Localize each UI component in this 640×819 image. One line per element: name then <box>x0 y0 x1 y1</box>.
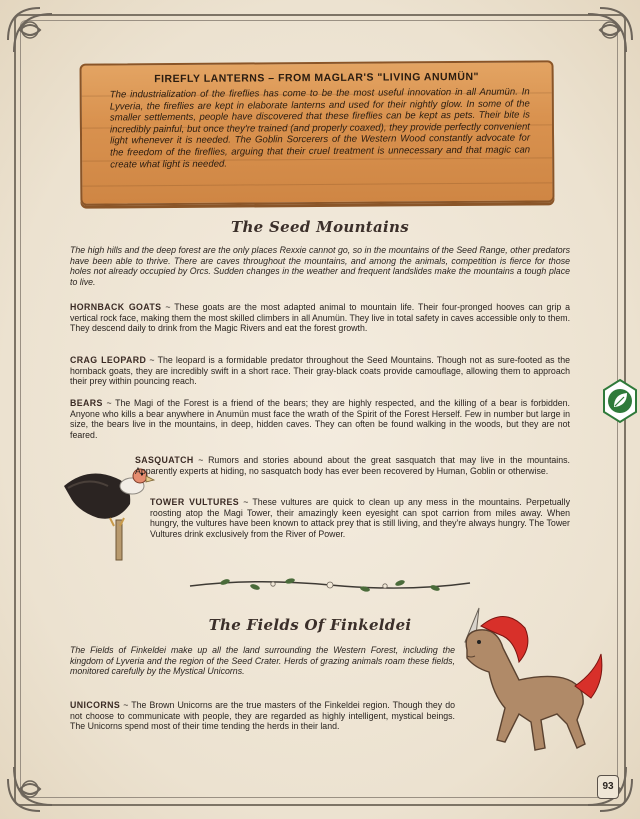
entry-text: ~ The Brown Unicorns are the true masters of the Finkeldei region. Though they do not choose to communicate with people, they are regarded as highly intelligent, mystical beings. The Unicorns spend most of their time tending the herds in their land. <box>70 700 455 732</box>
entry-crag-leopard <box>70 355 570 387</box>
entry-text: ~ These goats are the most adapted animal to mountain life. Their four-pronged hooves can grip a vertical rock face, making them the most skilled climbers in all Anumün. They live in total safety in caves accessible only to them. They descend daily to drink from the Magic Rivers and eat the forest growth. <box>70 302 571 334</box>
corner-knot-top-right <box>570 0 640 70</box>
seed-mountains-heading: The Seed Mountains <box>231 218 409 236</box>
entry-term: UNICORNS <box>70 700 121 710</box>
entry-text: ~ The Magi of the Forest is a friend of the bears; they are highly respected, and the killing of a bear is forbidden. Anyone who kills a bear anywhere in Anumün must face the wrath of the Spirit of the Forest Herself. Few in number but large in size, the bears live in the mountains, in deep, hidden caves. They can often be found walking in the woods, but they are not feared. <box>70 398 570 440</box>
entry-sasquatch <box>135 455 570 476</box>
fields-intro: The Fields of Finkeldei make up all the land surrounding the Western Forest, including the kingdom of Lyveria and the region of the Seed Crater. Herds of grazing animals roam these fields, monitored carefully by the Mystical Unicorns. <box>70 645 455 677</box>
unicorn-illustration <box>445 602 605 762</box>
entry-term: HORNBACK GOATS <box>70 302 162 312</box>
entry-unicorns <box>70 700 455 732</box>
entry-text: ~ Rumors and stories abound about the great sasquatch that may live in the mountains. Apparently experts at hiding, no sasquatch body has ever been recovered by Human, Goblin or otherwise. <box>135 455 570 476</box>
seed-mountains-intro: The high hills and the deep forest are the only places Rexxie cannot go, so in the mountains of the Seed Range, other predators have been able to thrive. There are caves throughout the mountains, and among the animals, competition is fierce for those holes not already occupied by Orcs. Sudden changes in the weather and frequent landslides make the mountains a tough place to live. <box>70 245 570 287</box>
entry-hornback-goats <box>70 302 570 334</box>
vine-divider <box>185 574 475 596</box>
entry-term: BEARS <box>70 398 103 408</box>
leaf-icon <box>602 378 638 424</box>
entry-term: TOWER VULTURES <box>150 497 240 507</box>
sign-title: FIREFLY LANTERNS – FROM MAGLAR'S "LIVING ANUMÜN" <box>154 70 480 86</box>
entry-term: CRAG LEOPARD <box>70 355 147 365</box>
corner-knot-bottom-left <box>0 749 70 819</box>
entry-term: SASQUATCH <box>135 455 194 465</box>
corner-knot-top-left <box>0 0 70 70</box>
firefly-lanterns-sign <box>80 60 555 205</box>
page-number: 93 <box>597 775 619 799</box>
sign-text: The industrialization of the fireflies has come to be the most useful innovation in all Anumün. In Lyveria, the fireflies are kept in elaborate lanterns and used for their nightly glow. In some of the smaller settlements, people have discovered that these fireflies can be kept as pets. Their bite is incredibly painful, but once they're trained (and properly coaxed), they provide perfectly convenient light whenever it is needed. The Goblin Sorcerers of the Western Wood constantly advocate for the freedom of the fireflies, arguing that their cruel treatment is unnecessary and that magic can create what light is needed. <box>109 86 531 171</box>
entry-bears <box>70 398 570 440</box>
fields-heading: The Fields Of Finkeldei <box>208 616 412 634</box>
entry-text: ~ The leopard is a formidable predator throughout the Seed Mountains. Though not as sure-footed as the hornback goats, they are incredibly swift in a short race. Their gray-black coats provide camouflage, allowing them to approach their prey within pouncing reach. <box>70 355 570 387</box>
entry-tower-vultures <box>150 497 570 539</box>
entry-text: ~ These vultures are quick to clean up any mess in the mountains. Perpetually roosting atop the Magi Tower, their amazingly keen eyesight can spot carrion from miles away. When hungry, the vultures have been known to attack prey that is still living, and they're always hungry. The Tower Vultures drink exclusively from the River of Power. <box>150 497 570 539</box>
